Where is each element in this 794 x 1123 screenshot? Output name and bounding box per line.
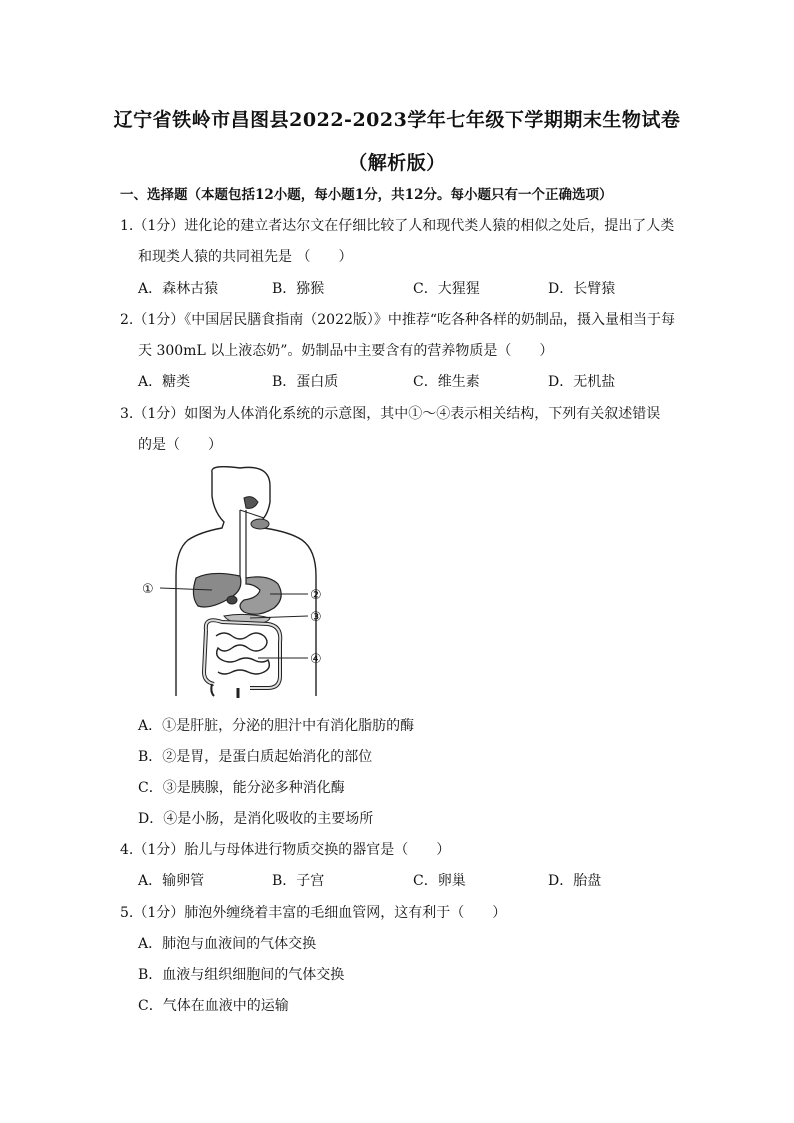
q3-option-a[interactable]: A．①是肝脏，分泌的胆汁中有消化脂肪的酶	[138, 718, 415, 734]
q2-stem-line2: 天 300mL 以上液态奶”。奶制品中主要含有的营养物质是（ ）	[138, 343, 554, 359]
digestive-system-illustration	[140, 466, 340, 698]
digestive-system-figure	[140, 466, 340, 698]
q2-option-a[interactable]: A．糖类	[138, 374, 191, 390]
q4-option-b[interactable]: B．子宫	[272, 873, 325, 889]
figure-label-3: ③	[310, 610, 322, 625]
q2-option-b[interactable]: B．蛋白质	[272, 374, 339, 390]
q3-stem-line1: 3.（1分）如图为人体消化系统的示意图，其中①～④表示相关结构，下列有关叙述错误	[120, 406, 661, 422]
q5-stem: 5.（1分）肺泡外缠绕着丰富的毛细血管网，这有利于（ ）	[120, 905, 507, 921]
q4-option-a[interactable]: A．输卵管	[138, 873, 205, 889]
q2-stem-line1: 2.（1分）《中国居民膳食指南（2022版）》中推荐“吃各种各样的奶制品，摄入量相当于每	[120, 312, 676, 328]
q1-stem-line1: 1.（1分）进化论的建立者达尔文在仔细比较了人和现代类人猿的相似之处后，提出了人类	[120, 218, 675, 234]
q4-stem: 4.（1分）胎儿与母体进行物质交换的器官是（ ）	[120, 842, 451, 858]
q5-option-b[interactable]: B．血液与组织细胞间的气体交换	[138, 967, 345, 983]
exam-subtitle: （解析版）	[348, 152, 446, 174]
q1-option-a[interactable]: A．森林古猿	[138, 281, 219, 297]
q4-option-c[interactable]: C．卵巢	[413, 873, 466, 889]
q1-option-c[interactable]: C．大猩猩	[413, 281, 480, 297]
q5-option-a[interactable]: A．肺泡与血液间的气体交换	[138, 936, 317, 952]
q1-option-b[interactable]: B．猕猴	[272, 281, 325, 297]
q2-option-c[interactable]: C．维生素	[413, 374, 480, 390]
figure-label-4: ④	[310, 652, 322, 667]
q1-option-d[interactable]: D．长臂猿	[548, 281, 616, 297]
section-heading: 一、选择题（本题包括12小题，每小题1分，共12分。每小题只有一个正确选项）	[120, 187, 613, 203]
figure-label-2: ②	[310, 588, 322, 603]
q1-stem-line2: 和现类人猿的共同祖先是 （ ）	[138, 249, 353, 265]
q3-option-c[interactable]: C．③是胰腺，能分泌多种消化酶	[138, 780, 345, 796]
exam-title: 辽宁省铁岭市昌图县2022-2023学年七年级下学期期末生物试卷	[113, 109, 681, 131]
q3-option-d[interactable]: D．④是小肠，是消化吸收的主要场所	[138, 811, 374, 827]
q3-option-b[interactable]: B．②是胃，是蛋白质起始消化的部位	[138, 749, 373, 765]
q5-option-c[interactable]: C．气体在血液中的运输	[138, 998, 289, 1014]
figure-label-1: ①	[142, 582, 154, 597]
q3-stem-line2: 的是（ ）	[138, 437, 222, 453]
q2-option-d[interactable]: D．无机盐	[548, 374, 616, 390]
q4-option-d[interactable]: D．胎盘	[548, 873, 602, 889]
